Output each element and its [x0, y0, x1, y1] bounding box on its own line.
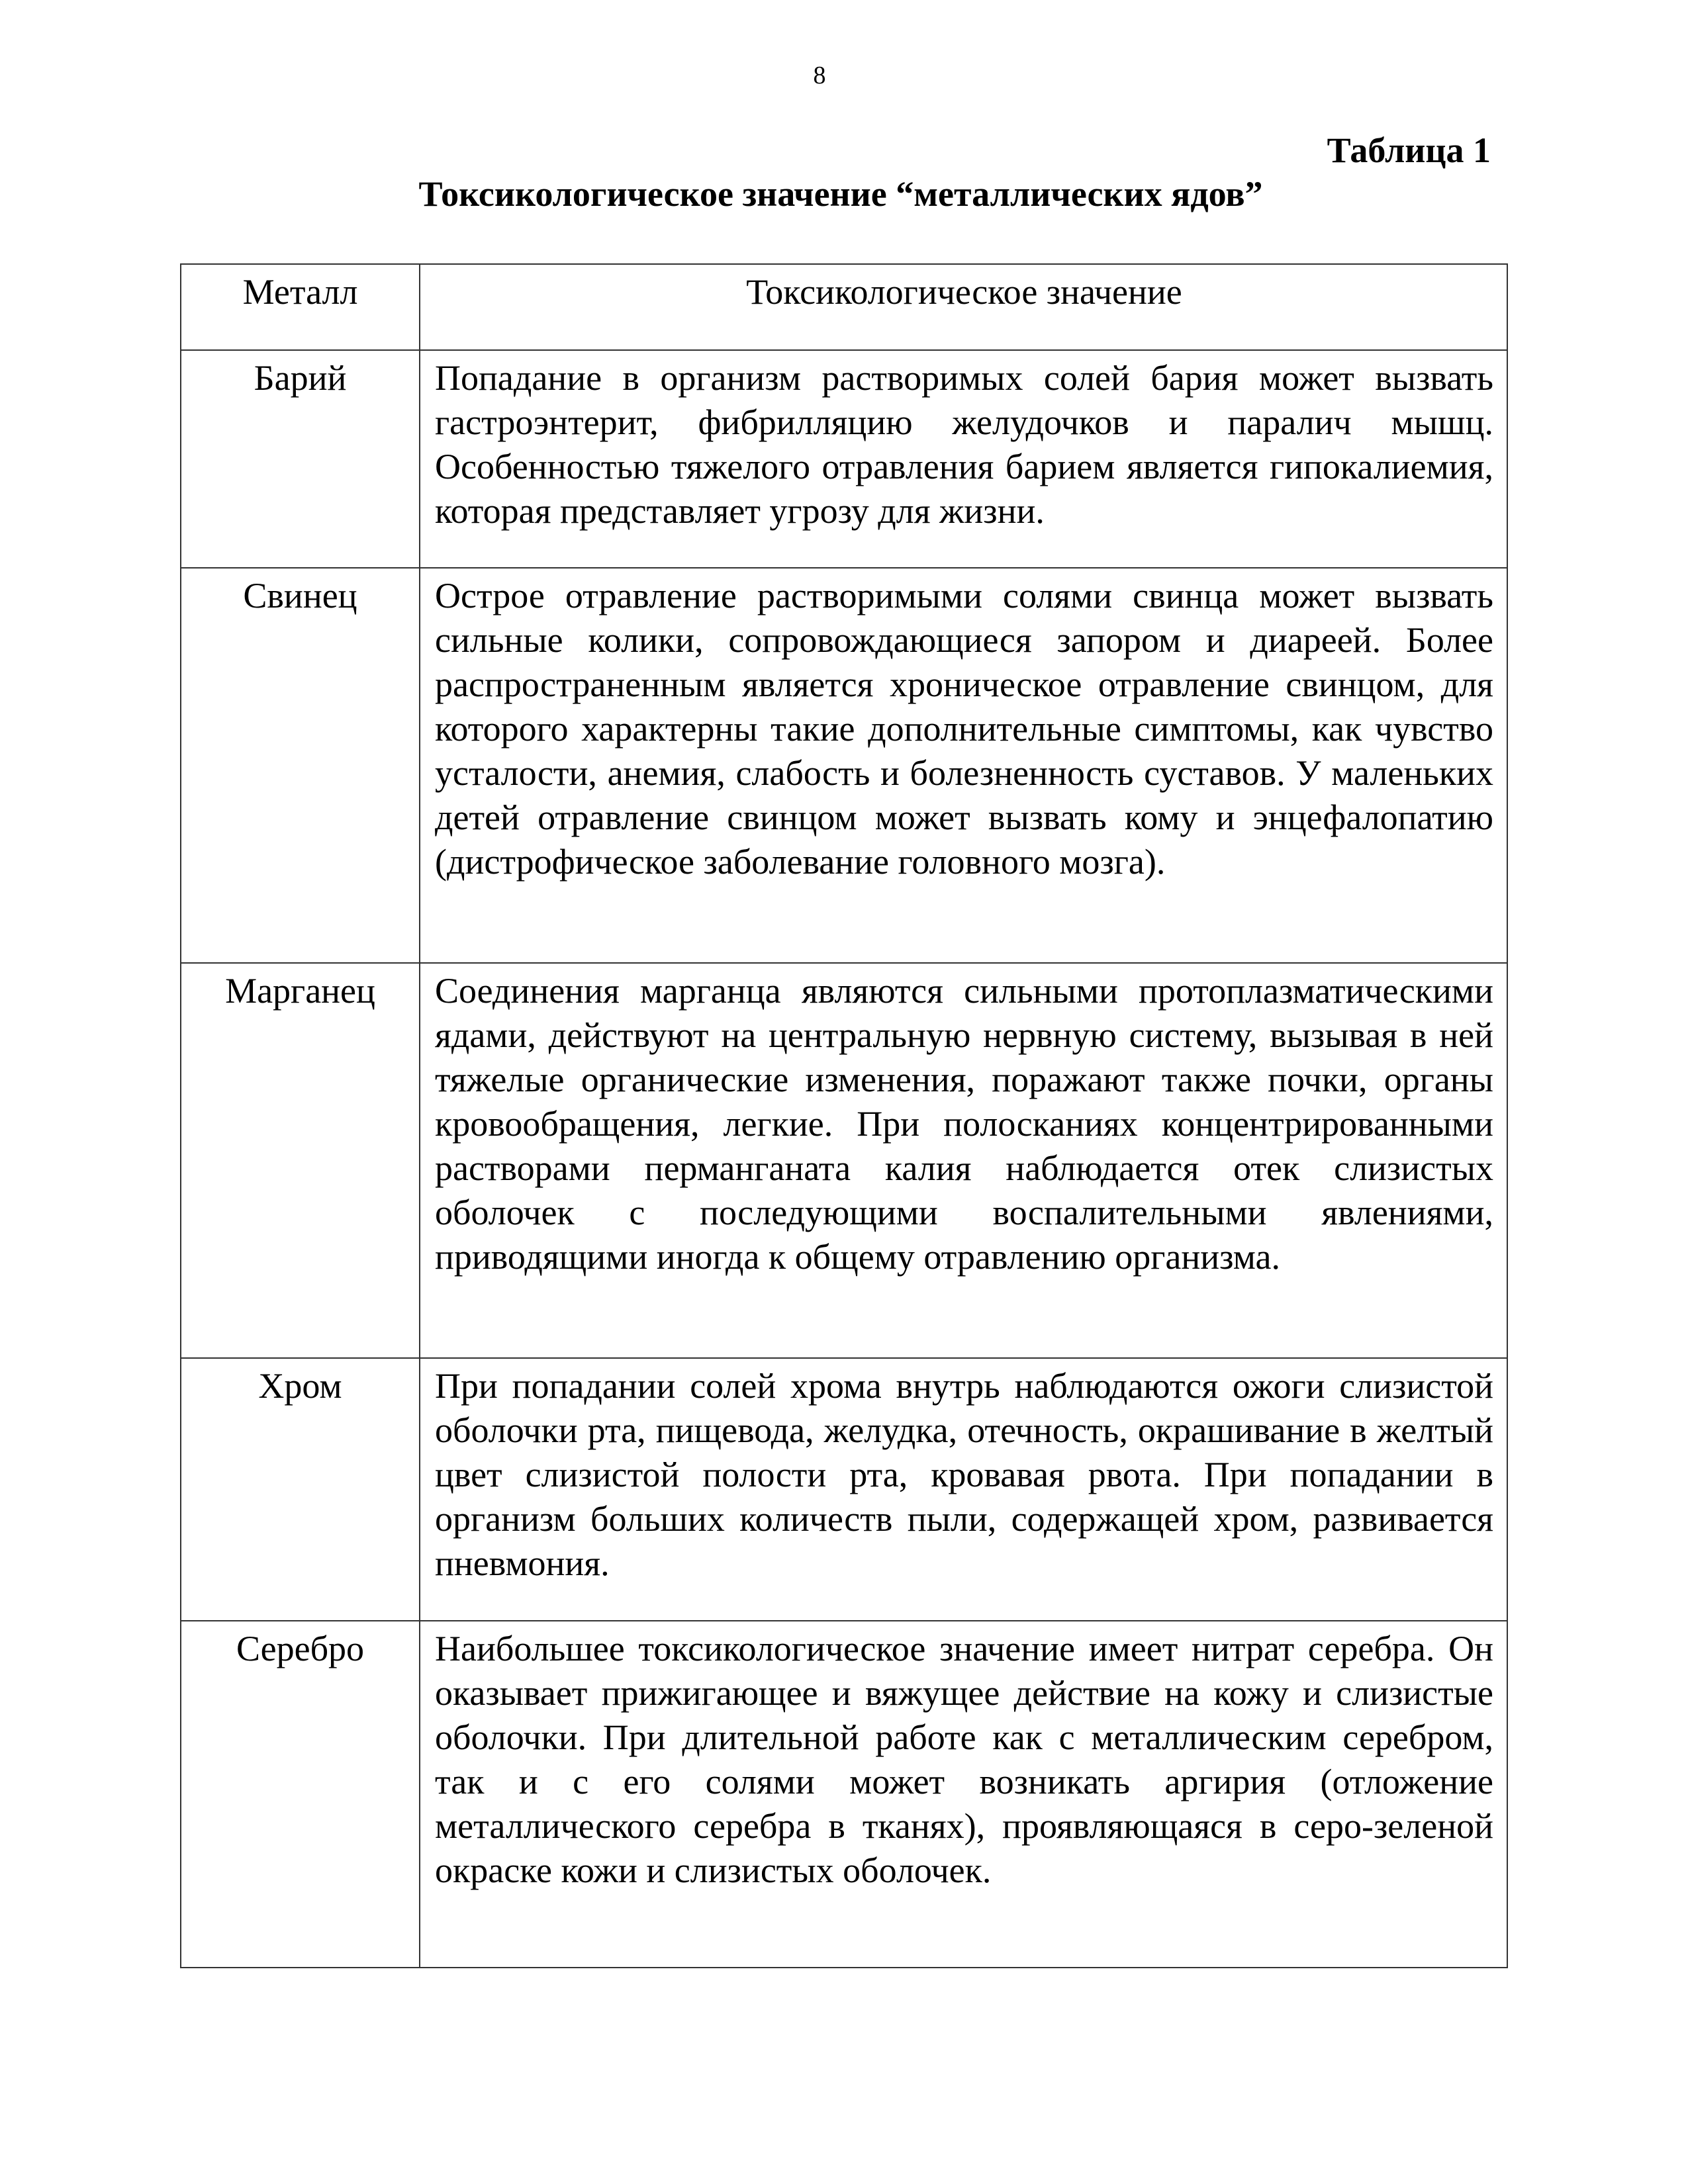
table-header-row — [181, 264, 1507, 350]
table-title: Токсикологическое значение “металлических ядов” — [418, 174, 1263, 214]
significance-cell: При попадании солей хрома внутрь наблюдаются ожоги слизистой оболочки рта, пищевода, желудка, отечность, окрашивание в желтый цвет слизистой полости рта, кровавая рвота. При попадании в организм больших количеств пыли, содержащей хром, развивается пневмония. — [420, 1358, 1507, 1621]
significance-cell: Наибольшее токсикологическое значение имеет нитрат серебра. Он оказывает прижигающее и вяжущее действие на кожу и слизистые оболочки. При длительной работе как с металлическим серебром, так и с его солями может возникать аргирия (отложение металлического серебра в тканях), проявляющаяся в серо-зеленой окраске кожи и слизистых оболочек. — [420, 1621, 1507, 1968]
table-row — [181, 350, 1507, 568]
table-row — [181, 1358, 1507, 1621]
table-row — [181, 1621, 1507, 1968]
table-row — [181, 963, 1507, 1358]
table-label: Таблица 1 — [1327, 130, 1491, 170]
significance-cell: Соединения марганца являются сильными протоплазматическими ядами, действуют на центральную нервную систему, вызывая в ней тяжелые органические изменения, поражают также почки, органы кровообращения, легкие. При полосканиях концентрированными растворами перманганата калия наблюдается отек слизистых оболочек с последующими воспалительными явлениями, приводящими иногда к общему отравлению организма. — [420, 963, 1507, 1358]
significance-cell: Попадание в организм растворимых солей бария может вызвать гастроэнтерит, фибрилляцию желудочков и паралич мышц. Особенностью тяжелого отравления барием является гипокалиемия, которая представляет угрозу для жизни. — [420, 350, 1507, 568]
column-header-significance: Токсикологическое значение — [420, 264, 1507, 350]
metal-name-cell: Барий — [181, 350, 420, 568]
metal-name-cell: Свинец — [181, 568, 420, 963]
table-row — [181, 568, 1507, 963]
page-number: 8 — [813, 62, 826, 89]
metal-name-cell: Серебро — [181, 1621, 420, 1968]
column-header-metal: Металл — [181, 264, 420, 350]
toxicology-table — [180, 263, 1508, 1968]
metal-name-cell: Марганец — [181, 963, 420, 1358]
significance-cell: Острое отравление растворимыми солями свинца может вызвать сильные колики, сопровождающиеся запором и диареей. Более распространенным является хроническое отравление свинцом, для которого характерны такие дополнительные симптомы, как чувство усталости, анемия, слабость и болезненность суставов. У маленьких детей отравление свинцом может вызвать кому и энцефалопатию (дистрофическое заболевание головного мозга). — [420, 568, 1507, 963]
metal-name-cell: Хром — [181, 1358, 420, 1621]
